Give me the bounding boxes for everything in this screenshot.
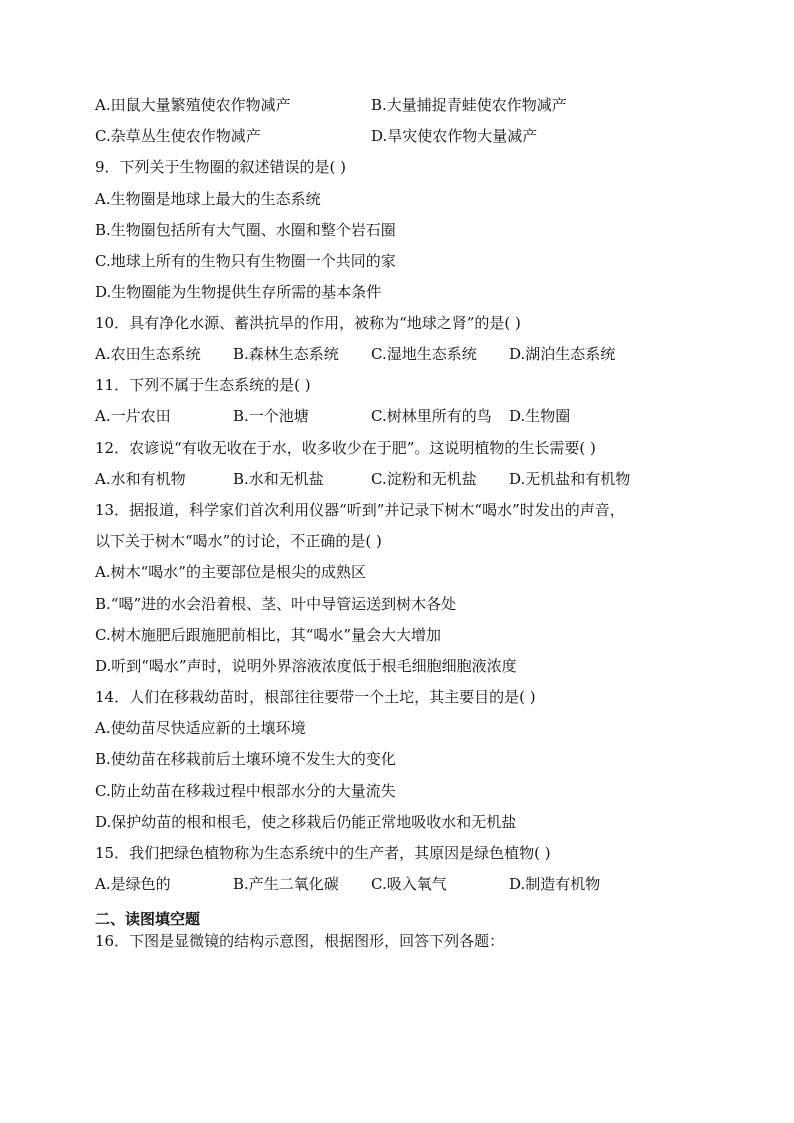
q9-option-c: C.地球上所有的生物只有生物圈一个共同的家: [95, 252, 396, 270]
q13-option-d: D.听到“喝水”声时，说明外界溶液浓度低于根毛细胞细胞液浓度: [95, 657, 517, 675]
q8-option-c: C.杂草丛生使农作物减产: [95, 127, 261, 145]
q15-option-d: D.制造有机物: [509, 875, 601, 893]
q10-option-b: B.森林生态系统: [233, 345, 339, 363]
q13-option-c: C.树木施肥后跟施肥前相比，其“喝水”量会大大增加: [95, 626, 442, 644]
q10-option-d: D.湖泊生态系统: [509, 345, 616, 363]
q14-option-c: C.防止幼苗在移栽过程中根部水分的大量流失: [95, 782, 396, 800]
q13-option-a: A.树木“喝水”的主要部位是根尖的成熟区: [95, 563, 366, 581]
q13-stem-line-1: 13．据报道，科学家们首次利用仪器“听到”并记录下树木“喝水”时发出的声音，: [95, 501, 625, 519]
q12-option-b: B.水和无机盐: [233, 470, 324, 488]
q8-option-d: D.旱灾使农作物大量减产: [371, 127, 538, 145]
q14-option-d: D.保护幼苗的根和根毛，使之移栽后仍能正常地吸收水和无机盐: [95, 813, 517, 831]
section-heading: 二、读图填空题: [95, 910, 201, 928]
q10-option-a: A.农田生态系统: [95, 345, 201, 363]
q11-option-c: C.树林里所有的鸟: [371, 407, 492, 425]
q10-options-row: [95, 343, 715, 365]
q9-option-b: B.生物圈包括所有大气圈、水圈和整个岩石圈: [95, 221, 396, 239]
q11-stem: 11．下列不属于生态系统的是( ): [95, 376, 311, 394]
q8-options-row-2: [95, 125, 715, 147]
q12-option-a: A.水和有机物: [95, 470, 186, 488]
q13-option-b: B.“喝”进的水会沿着根、茎、叶中导管运送到树木各处: [95, 595, 457, 613]
q15-option-b: B.产生二氧化碳: [233, 875, 339, 893]
q8-option-a: A.田鼠大量繁殖使农作物减产: [95, 96, 291, 114]
q14-stem: 14．人们在移栽幼苗时，根部往往要带一个土坨，其主要目的是( ): [95, 688, 536, 706]
q15-options-row: [95, 873, 715, 895]
q13-stem-line-2: 以下关于树木“喝水”的讨论，不正确的是( ): [95, 532, 382, 550]
q11-option-a: A.一片农田: [95, 407, 171, 425]
q12-options-row: [95, 468, 715, 490]
q15-option-c: C.吸入氧气: [371, 875, 447, 893]
q15-stem: 15．我们把绿色植物称为生态系统中的生产者，其原因是绿色植物( ): [95, 844, 551, 862]
q10-option-c: C.湿地生态系统: [371, 345, 477, 363]
q15-option-a: A.是绿色的: [95, 875, 171, 893]
q14-option-b: B.使幼苗在移栽前后土壤环境不发生大的变化: [95, 750, 396, 768]
q9-option-a: A.生物圈是地球上最大的生态系统: [95, 190, 321, 208]
q8-option-b: B.大量捕捉青蛙使农作物减产: [371, 96, 567, 114]
q12-option-c: C.淀粉和无机盐: [371, 470, 477, 488]
q9-option-d: D.生物圈能为生物提供生存所需的基本条件: [95, 283, 382, 301]
q11-option-d: D.生物圈: [509, 407, 571, 425]
q12-stem: 12．农谚说“有收无收在于水，收多收少在于肥”。这说明植物的生长需要( ): [95, 439, 596, 457]
q10-stem: 10．具有净化水源、蓄洪抗旱的作用，被称为“地球之肾”的是( ): [95, 314, 521, 332]
q12-option-d: D.无机盐和有机物: [509, 470, 631, 488]
q8-options-row-1: [95, 94, 715, 116]
q14-option-a: A.使幼苗尽快适应新的土壤环境: [95, 719, 306, 737]
q9-stem: 9．下列关于生物圈的叙述错误的是( ): [95, 158, 347, 176]
q11-options-row: [95, 405, 715, 427]
q16-stem: 16．下图是显微镜的结构示意图，根据图形，回答下列各题：: [95, 932, 505, 950]
q11-option-b: B.一个池塘: [233, 407, 309, 425]
